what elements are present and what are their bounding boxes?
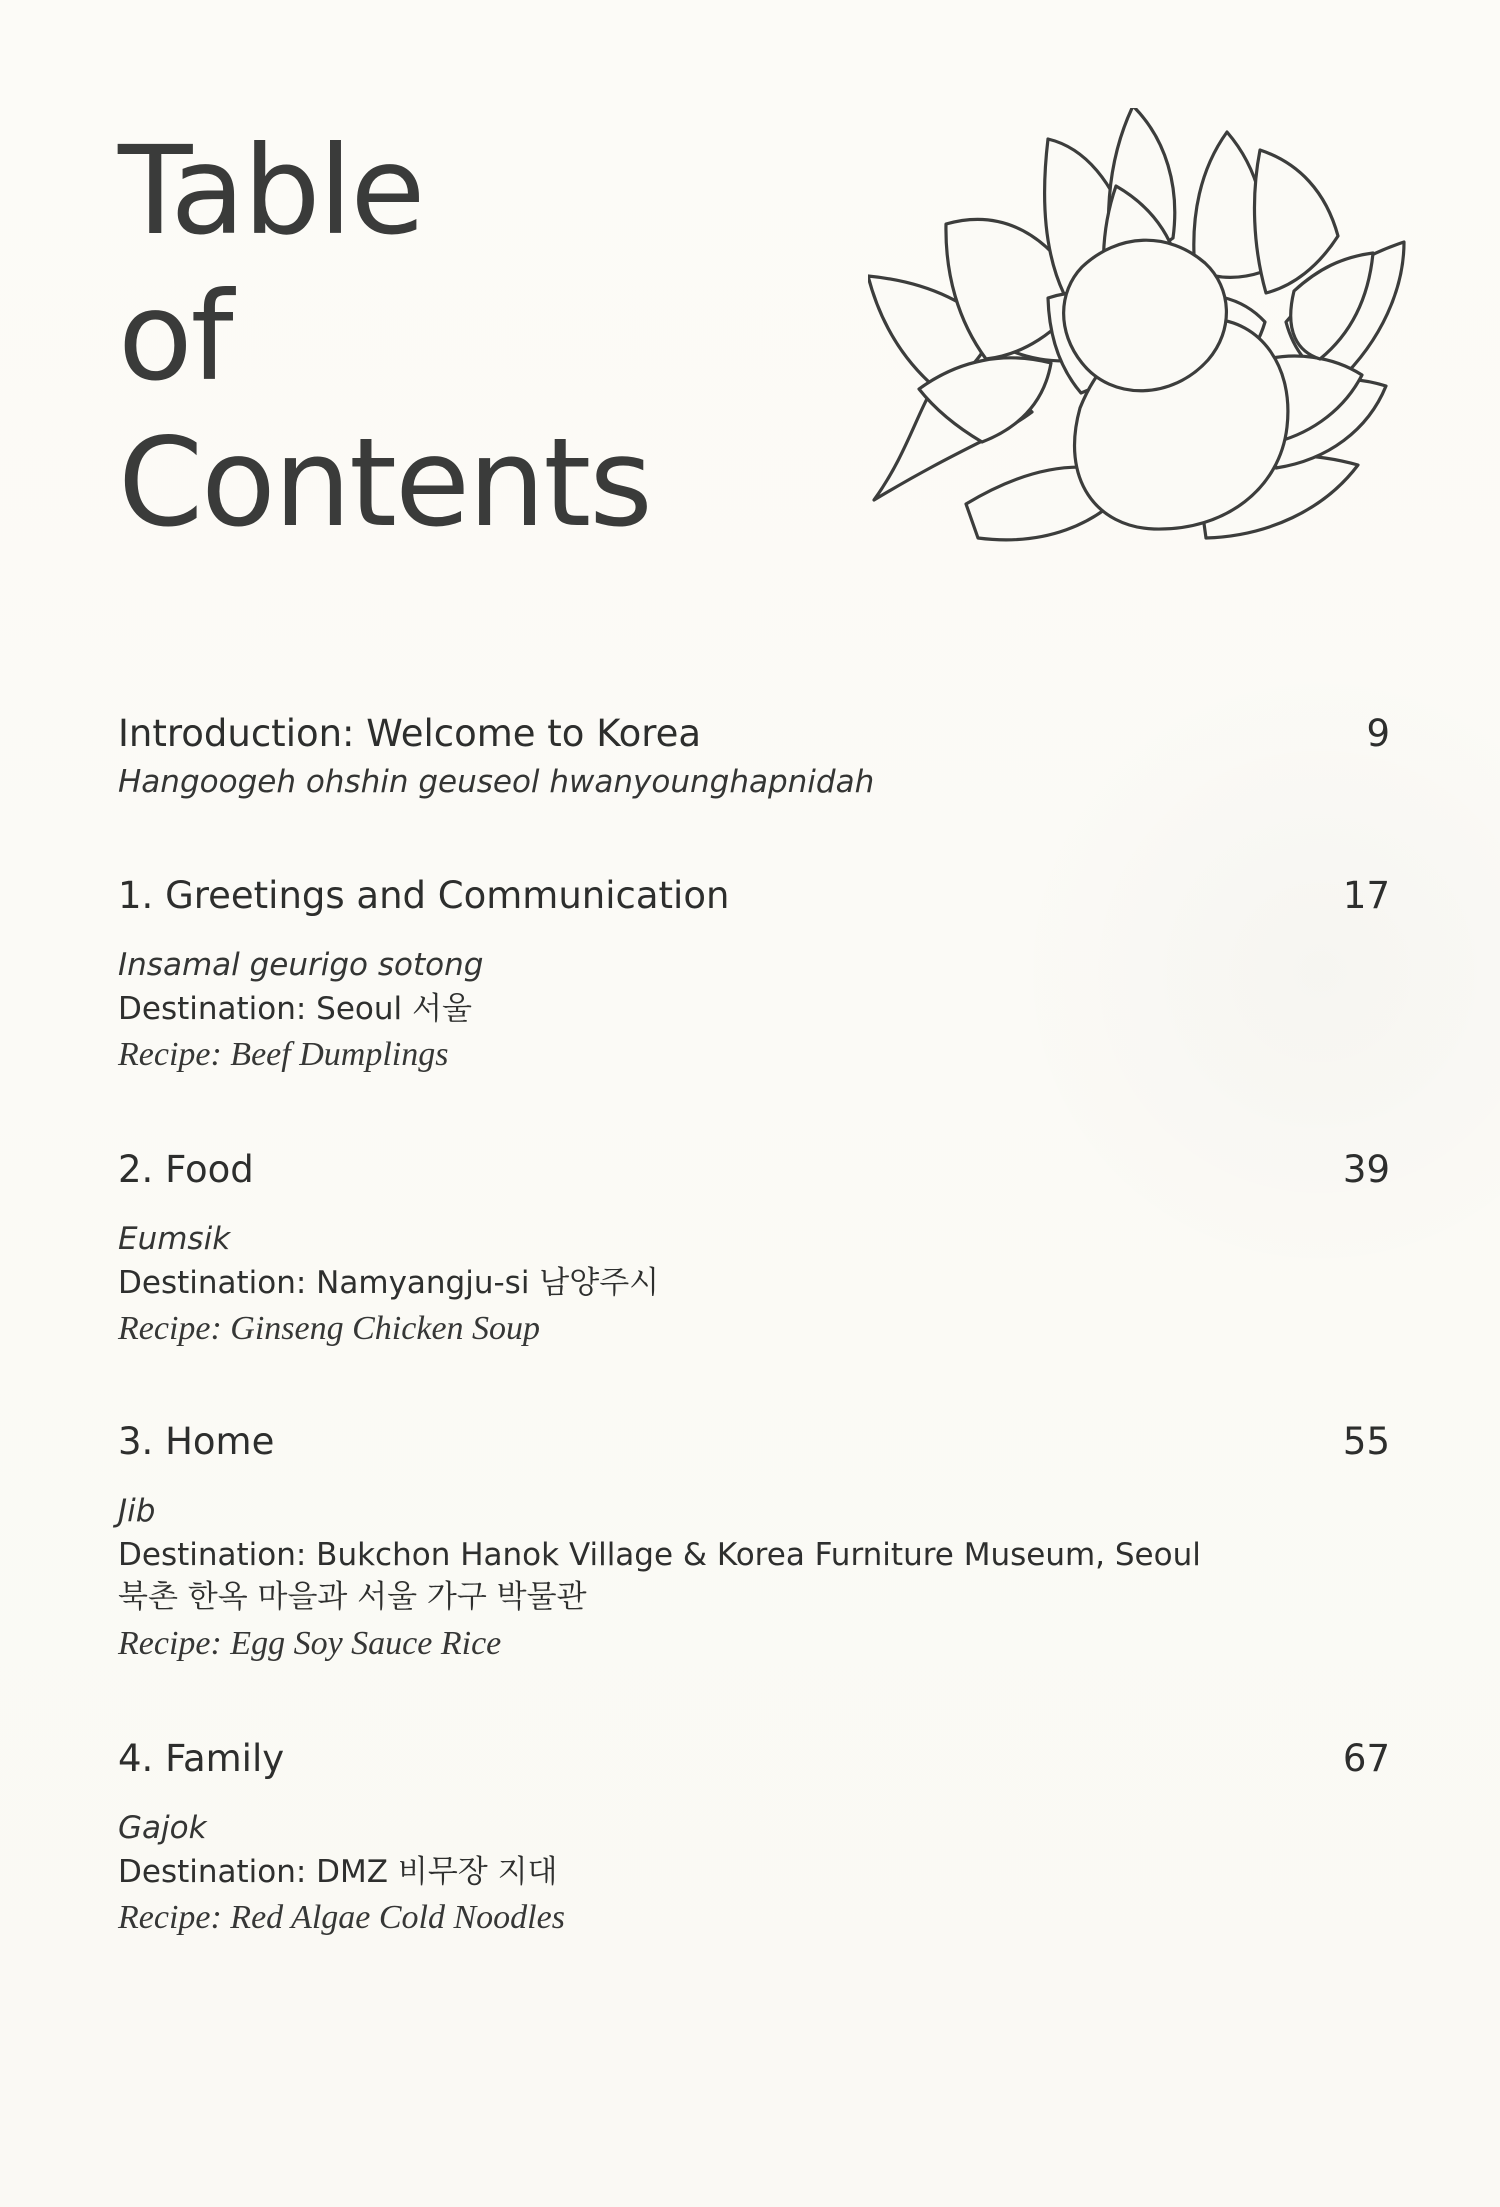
entry-subtitle: Jib bbox=[118, 1493, 156, 1529]
entry-subtitle: Insamal geurigo sotong bbox=[118, 947, 484, 983]
entry-subtitle: Hangoogeh ohshin geuseol hwanyounghapnidah bbox=[118, 764, 875, 800]
entry-page-number: 17 bbox=[1342, 874, 1390, 917]
title-line-3: Contents bbox=[118, 412, 651, 554]
page-title bbox=[118, 118, 838, 556]
entry-page-number: 39 bbox=[1342, 1148, 1390, 1191]
entry-destination: Destination: Seoul 서울 bbox=[118, 991, 472, 1027]
entry-page-number: 9 bbox=[1366, 712, 1390, 755]
entry-recipe: Recipe: Beef Dumplings bbox=[118, 1036, 449, 1073]
lotus-flower-icon bbox=[868, 108, 1416, 556]
entry-page-number: 67 bbox=[1342, 1737, 1390, 1780]
entry-destination: Destination: DMZ 비무장 지대 bbox=[118, 1854, 558, 1890]
title-line-2: of bbox=[118, 266, 232, 408]
entry-recipe: Recipe: Egg Soy Sauce Rice bbox=[118, 1625, 502, 1662]
entry-title: Introduction: Welcome to Korea bbox=[118, 712, 702, 755]
entry-title: 1. Greetings and Communication bbox=[118, 874, 730, 917]
entry-title: 3. Home bbox=[118, 1420, 275, 1463]
entry-recipe: Recipe: Red Algae Cold Noodles bbox=[118, 1899, 565, 1936]
entry-page-number: 55 bbox=[1342, 1420, 1390, 1463]
entry-subtitle: Eumsik bbox=[118, 1221, 231, 1257]
entry-subtitle: Gajok bbox=[118, 1810, 207, 1846]
entry-title: 2. Food bbox=[118, 1148, 254, 1191]
entry-destination-korean: 북촌 한옥 마을과 서울 가구 박물관 bbox=[118, 1579, 587, 1615]
entry-title: 4. Family bbox=[118, 1737, 285, 1780]
entry-recipe: Recipe: Ginseng Chicken Soup bbox=[118, 1310, 541, 1347]
entry-destination: Destination: Bukchon Hanok Village & Korea Furniture Museum, Seoul bbox=[118, 1537, 1201, 1573]
title-line-1: Table bbox=[118, 120, 424, 262]
entry-destination: Destination: Namyangju-si 남양주시 bbox=[118, 1265, 660, 1301]
